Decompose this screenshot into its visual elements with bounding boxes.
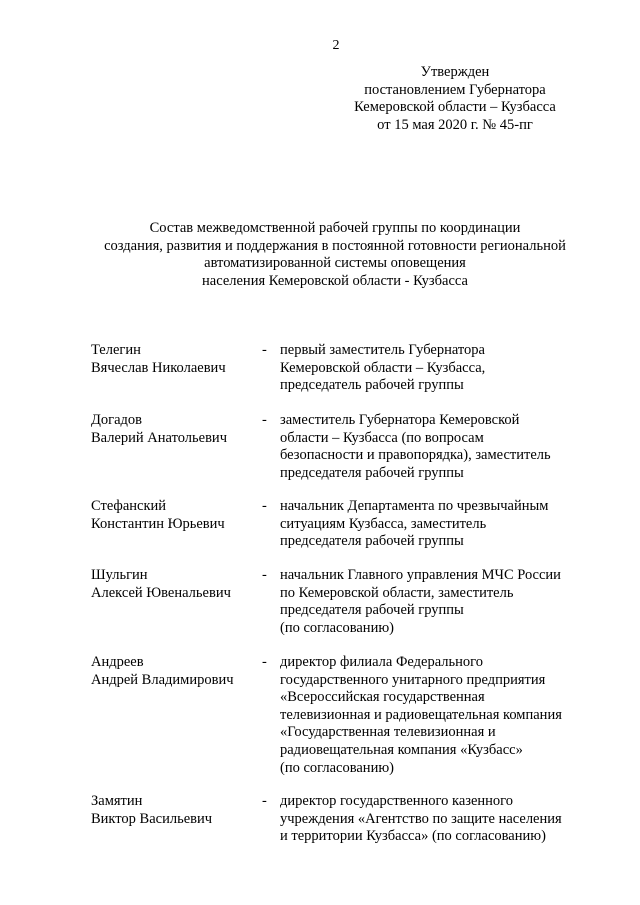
title-line: создания, развития и поддержания в постоянной готовности региональной: [104, 237, 566, 254]
role-line: начальник Главного управления МЧС России: [280, 567, 561, 583]
member-role: [280, 793, 580, 846]
member-given-name: Виктор Васильевич: [91, 810, 213, 827]
title-line: автоматизированной системы оповещения: [204, 255, 466, 272]
member-surname: Шульгин: [91, 567, 148, 583]
role-line: и территории Кузбасса» (по согласованию): [280, 828, 546, 845]
separator-dash: -: [262, 567, 267, 583]
role-line: области – Кузбасса (по вопросам: [280, 429, 484, 446]
role-line: заместитель Губернатора Кемеровской: [280, 412, 520, 428]
role-line: председателя рабочей группы: [280, 602, 464, 619]
member-given-name: Вячеслав Николаевич: [91, 359, 226, 376]
approval-line: от 15 мая 2020 г. № 45-пг: [377, 116, 533, 133]
member-given-name: Константин Юрьевич: [91, 515, 225, 532]
role-line: председатель рабочей группы: [280, 377, 464, 394]
member-given-name: Алексей Ювенальевич: [91, 584, 231, 601]
member-surname: Андреев: [91, 654, 144, 670]
role-line: директор государственного казенного: [280, 793, 514, 809]
role-line: (по согласованию): [280, 759, 394, 776]
member-name: [91, 793, 266, 828]
role-line: «Всероссийская государственная: [280, 689, 485, 706]
role-line: первый заместитель Губернатора: [280, 342, 485, 358]
member-name: [91, 412, 266, 447]
member-given-name: Валерий Анатольевич: [91, 429, 227, 446]
member-role: [280, 412, 580, 482]
role-line: председателя рабочей группы: [280, 464, 464, 481]
role-line: директор филиала Федерального: [280, 654, 483, 670]
member-surname: Замятин: [91, 793, 143, 809]
role-line: ситуациям Кузбасса, заместитель: [280, 515, 487, 532]
role-line: радиовещательная компания «Кузбасс»: [280, 741, 523, 758]
role-line: учреждения «Агентство по защите населения: [280, 810, 562, 827]
member-role: [280, 567, 580, 637]
member-role: [280, 342, 580, 395]
role-line: по Кемеровской области, заместитель: [280, 584, 514, 601]
role-line: «Государственная телевизионная и: [280, 724, 496, 741]
separator-dash: -: [262, 498, 267, 514]
approval-line: Кемеровской области – Кузбасса: [354, 99, 556, 115]
role-line: государственного унитарного предприятия: [280, 671, 546, 688]
separator-dash: -: [262, 793, 267, 809]
title-line: Состав межведомственной рабочей группы по координации: [149, 220, 521, 236]
role-line: председателя рабочей группы: [280, 533, 464, 550]
member-surname: Стефанский: [91, 498, 167, 514]
member-role: [280, 498, 580, 551]
approval-line: Утвержден: [420, 64, 490, 80]
page-number: 2: [332, 38, 340, 53]
role-line: телевизионная и радиовещательная компания: [280, 706, 562, 723]
separator-dash: -: [262, 412, 267, 428]
role-line: безопасности и правопорядка), заместитель: [280, 447, 551, 464]
member-surname: Телегин: [91, 342, 141, 358]
role-line: начальник Департамента по чрезвычайным: [280, 498, 549, 514]
member-surname: Догадов: [91, 412, 142, 428]
role-line: (по согласованию): [280, 619, 394, 636]
member-given-name: Андрей Владимирович: [91, 671, 234, 688]
title-line: населения Кемеровской области - Кузбасса: [202, 272, 468, 289]
member-name: [91, 342, 266, 377]
approval-line: постановлением Губернатора: [364, 81, 546, 98]
member-role: [280, 654, 580, 777]
member-name: [91, 567, 266, 602]
document-title: [60, 220, 610, 290]
separator-dash: -: [262, 342, 267, 358]
member-name: [91, 654, 266, 689]
approval-block: [330, 64, 580, 134]
role-line: Кемеровской области – Кузбасса,: [280, 359, 486, 376]
member-name: [91, 498, 266, 533]
separator-dash: -: [262, 654, 267, 670]
